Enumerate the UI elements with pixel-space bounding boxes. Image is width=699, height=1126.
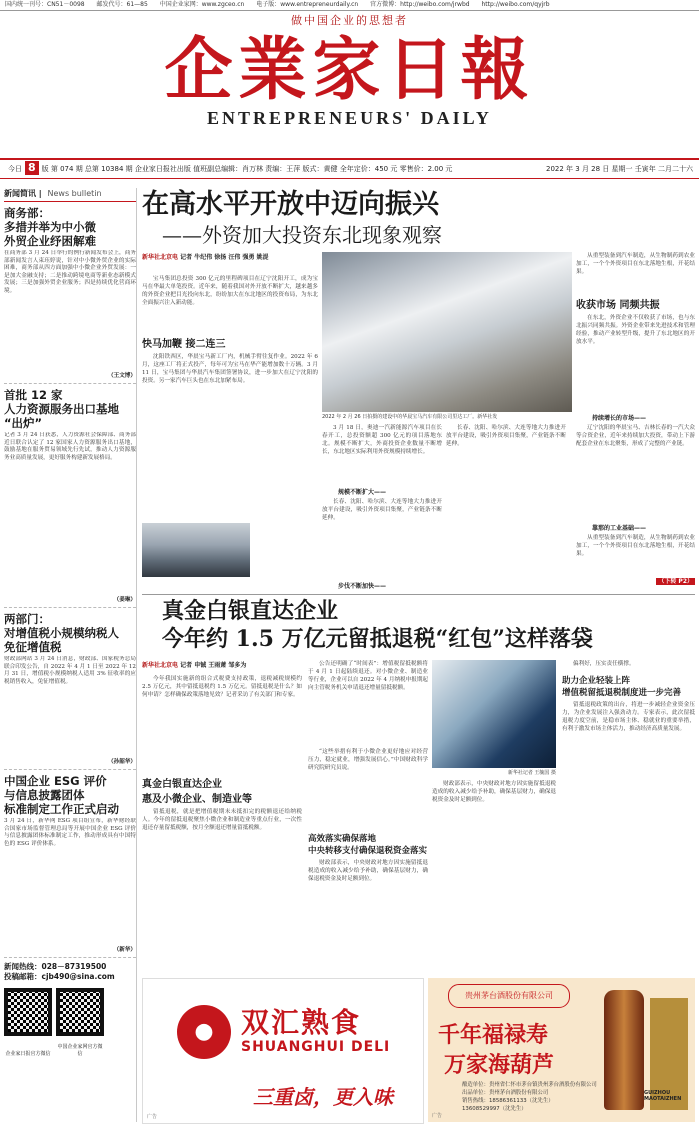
- masthead-slogan: 做中国企业的思想者: [291, 14, 408, 27]
- lead-headline[interactable]: 在高水平开放中迈向振兴: [142, 189, 439, 220]
- qr-caption: 中国企业家网官方微信: [57, 1044, 103, 1057]
- second-subhead-3: 助力企业轻装上阵 增值税留抵退税制度进一步完善: [562, 676, 682, 698]
- second-article-header: [142, 594, 695, 653]
- second-headline-1[interactable]: 真金白银直达企业: [162, 598, 339, 624]
- second-paragraph: 财政部表示，中央财政对地方因实施留抵退税造成的收入减少给予补助，确保基层财力，确保退税资金及时足额到位。: [308, 860, 428, 882]
- ad-brand-cn: 双汇熟食: [241, 1006, 362, 1039]
- pig-logo-icon: ●: [177, 1005, 231, 1059]
- lead-column-3: [576, 252, 695, 585]
- divider: [4, 383, 136, 384]
- second-column-1: [142, 660, 302, 960]
- brief-body: 财政部网站 3 月 24 日消息，财政部、国家税务总局联合印发公告，自 2022 年 4 月 1 日至 2022 年 12 月 31 日，增值税小规模纳税人适用 3% 征收率的应税销售收入，免征增值税。: [4, 656, 136, 685]
- issue-info-bar: [0, 158, 699, 179]
- submission-email[interactable]: 投稿邮箱：cjb490@sina.com: [4, 972, 115, 981]
- qr-captions: [4, 1040, 136, 1059]
- second-paragraph: “这些举措有利于小微企业更好地应对经营压力，稳定就业，增强发展信心。”中国财政科学研究院研究员说。: [308, 749, 428, 771]
- post-code: 邮发代号：61—85: [96, 1, 148, 8]
- second-byline: [142, 660, 302, 669]
- liquor-bottle-icon: [604, 990, 644, 1110]
- issue-details: 版 第 074 期 总第 10384 期 企业家日报社出版 值班副总编辑：肖万林 责编：王萍 版式：黄健 全年定价：450 元 零售价：2.00 元: [41, 165, 453, 173]
- second-subhead-2: 高效落实确保落地 中央转移支付确保退税资金落实: [308, 834, 428, 856]
- byline-agency: 新华社北京电: [142, 254, 179, 261]
- qr-code-icon[interactable]: [4, 988, 52, 1036]
- brief-body: 在商务部 3 月 24 日举行的例行新闻发布会上，商务部新闻发言人束珏婷说，针对中小微外贸企业的实际困难，商务部从四方面加强中小微企业外贸发展：一是加大金融支持；二是推动跨境电商等新业态新模式发展；三是加强外贸企业服务；四是持续优化营商环境。: [4, 250, 136, 294]
- brief-author: （新华）: [113, 947, 136, 953]
- photo-caption: 2022 年 2 月 26 日拍摄的建设中的华晨宝马汽车有限公司里达工厂。新华社发: [322, 414, 498, 420]
- second-paragraph: 今年我国实施新的组合式税费支持政策，退税减税规模约 2.5 万亿元，其中留抵退税约 1.5 万亿元。留抵退税是什么？如何申请？怎样确保政策落地见效？记者采访了有关部门和专家。: [142, 676, 302, 698]
- today-label: 今日: [8, 165, 22, 173]
- factory-aerial-photo[interactable]: [322, 252, 572, 412]
- lead-column-2b: [446, 424, 566, 584]
- divider: [4, 957, 136, 958]
- news-bulletin-column: [4, 188, 137, 1122]
- brief-author: （王文博）: [108, 373, 136, 379]
- factory-worker-photo: [142, 523, 250, 577]
- second-paragraph: 留抵退税，就是把增值税期末未抵扣完的税额退还给纳税人。今年的留抵退税聚焦小微企业和制造业等重点行业，一次性退还存量留抵税额，按月全额退还增量留抵税额。: [142, 809, 302, 831]
- tax-office-photo[interactable]: [432, 660, 556, 768]
- lead-column-1: [142, 252, 318, 513]
- continue-label: （下转 P2）: [658, 578, 693, 585]
- second-paragraph: 公告还明确了“时间表”：增值税留抵税额将于 4 月 1 日起陆续退还。对小微企业、制造业等行业，企业可以自 2022 年 4 月纳税申报期起向主管税务机关申请退还增量留抵税额。: [308, 661, 428, 691]
- maotai-ad[interactable]: [428, 978, 695, 1122]
- weibo-link-2[interactable]: http://weibo.com/qyjrb: [481, 1, 550, 8]
- ad-tag: 广告: [147, 1114, 158, 1120]
- brief-author: （姜琳）: [113, 597, 136, 603]
- lead-paragraph: 3 月 18 日，奥迪一汽新能源汽车项目在长春开工，总投资额超 300 亿元的项目落地东北。规模不断扩大，外商投资企业数量不断增长，东北地区实际利用外资规模持续增长。: [322, 425, 442, 455]
- bulletin-title-en: News bulletin: [47, 189, 102, 198]
- lead-byline: [142, 252, 318, 261]
- byline-agency: 新华社北京电: [142, 662, 179, 669]
- brief-headline: 商务部： 多措并举为中小微 外贸企业纾困解难: [4, 206, 96, 248]
- lead-minihead: 规模不断扩大——: [338, 489, 387, 496]
- brief-body: 记者 3 月 24 日获悉，人力资源社会保障部、商务部近日联合认定了 12 家国家人力资源服务出口基地，鼓励基地在服务贸易领域先行先试，推动人力资源服务业高质量发展，更好服务构建新发展格局。: [4, 432, 136, 461]
- byline-authors: 记者 申铖 王雨萧 邹多为: [180, 662, 247, 669]
- second-column-2: [308, 660, 428, 915]
- issn: 国内统一刊号：CN51－0098: [5, 1, 85, 8]
- lead-paragraph: 长春、沈阳、哈尔滨、大连等地大力推进开放平台建设，吸引外资项目集聚，产业链条不断延伸。: [322, 499, 442, 521]
- weibo-link[interactable]: 官方微博：http://weibo.com/jrwbd: [370, 1, 470, 8]
- qr-caption: 企业家日报官方微信: [5, 1051, 51, 1057]
- continue-link[interactable]: [576, 576, 695, 585]
- issue-date: 2022 年 3 月 28 日 星期一 壬寅年 二月二十六: [546, 165, 693, 173]
- lead-paragraph: 宝马集团总投资 300 亿元的里程碑项目在辽宁沈阳开工，成为宝马在华最大单笔投资。近年来，随着我国对外开放不断扩大，越来越多的外资企业把目光投向东北，纷纷加大在东北地区的投资布局，为东北全面振兴注入新动能。: [142, 276, 318, 306]
- masthead-title: 企業家日報: [164, 30, 535, 110]
- lead-subhead-3: 收获市场 同频共振: [576, 300, 660, 311]
- brief-headline: 两部门： 对增值税小规模纳税人 免征增值税: [4, 612, 119, 654]
- page-number: 8: [25, 161, 39, 175]
- ad-tag: 广告: [432, 1113, 443, 1119]
- divider: [4, 607, 136, 608]
- lead-column-2: [322, 424, 442, 592]
- second-column-2b: [432, 780, 556, 964]
- ad-headline-2: 万家海葫芦: [444, 1053, 555, 1078]
- lead-minihead: 靠那的工业基础——: [592, 525, 647, 532]
- qr-code-icon[interactable]: [56, 988, 104, 1036]
- brief-headline: 中国企业 ESG 评价 与信息披露团体 标准制定工作正式启动: [4, 774, 119, 816]
- lead-paragraph: 辽宁沈阳的华晨宝马、吉林长春的一汽大众等合资企业，近年来持续加大投资，带动上下游配套企业在东北聚集，形成了完整的产业链。: [576, 425, 695, 447]
- ad-contact-info: 酿造单位：贵州省仁怀市茅台镇贵州茅台酒股份有限公司 出品单位：贵州茅台酒股份有限公司 销售热线：18586361133（沈先生） 13608529997（沈先生）: [462, 1082, 597, 1112]
- lead-article: [142, 188, 695, 252]
- shuanghui-ad[interactable]: [142, 978, 424, 1124]
- ad-headline-1: 千年福禄寿: [438, 1023, 549, 1048]
- bulletin-header: 新闻简讯 | News bulletin: [4, 188, 136, 202]
- brief-author: （孙韶华）: [108, 759, 136, 765]
- lead-minihead: 步伐不断加快——: [338, 583, 387, 590]
- brief-item[interactable]: [4, 612, 136, 765]
- photo-caption: 新华社记者 王毓国 摄: [507, 770, 556, 776]
- epaper-link[interactable]: 电子版：www.entrepreneurdaily.cn: [256, 1, 359, 8]
- news-hotline: 新闻热线：028－87319500: [4, 962, 107, 971]
- second-paragraph: 财政部表示，中央财政对地方因实施留抵退税造成的收入减少给予补助，确保基层财力，确保退税资金及时足额到位。: [432, 781, 556, 803]
- brief-body: 3 月 24 日，新华网 ESG 项目组宣布，新华财经联合国家市场监督管理总局等开展中国企业 ESG 评价与信息披露团体标准制定工作，推动形成具有中国特色的 ESG 评价体系。: [4, 818, 136, 847]
- top-info-bar: [0, 0, 699, 11]
- ad-brand-en: SHUANGHUI DELI: [241, 1039, 391, 1055]
- ad-box-text: GUIZHOU MAOTAIZHEN: [644, 1090, 682, 1102]
- lead-paragraph: 从重型装备到汽车制造，从生物制药到农业加工，一个个外资项目在东北落地生根，开花结果。: [576, 253, 695, 275]
- lead-paragraph: 从重型装备到汽车制造，从生物制药到农业加工，一个个外资项目在东北落地生根，开花结果。: [576, 535, 695, 557]
- brief-item[interactable]: [4, 388, 136, 603]
- divider: [4, 769, 136, 770]
- brief-item[interactable]: [4, 206, 136, 379]
- qr-code-row: [4, 988, 136, 1040]
- lead-subheadline: ——外资加大投资东北现象观察: [162, 223, 442, 247]
- second-paragraph: 留抵退税政策的出台，将进一步减轻企业资金压力，为企业发展注入强劲动力。专家表示，此次留抵退税力度空前，是稳市场主体、稳就业的重要举措，有利于激发市场主体活力，推动经济高质量发展。: [562, 702, 695, 732]
- ad-slogan: 三重卤，更入味: [253, 1085, 393, 1109]
- second-paragraph: 偏利好，压实责任横撑。: [573, 661, 635, 667]
- second-headline-2[interactable]: 今年约 1.5 万亿元留抵退税“红包”这样落袋: [162, 626, 593, 652]
- lead-subhead-1: 快马加鞭 接二连三: [142, 339, 226, 350]
- lead-paragraph: 长春、沈阳、哈尔滨、大连等地大力推进开放平台建设，吸引外资项目集聚，产业链条不断延伸。: [446, 425, 566, 447]
- ad-company-badge: 贵州茅台酒股份有限公司: [448, 984, 570, 1008]
- lead-paragraph: 沈阳铁西区，华晨宝马新工厂内，机械手臂往复作业。2022 年 6 月，这座工厂将正式投产，每年可为宝马在华产能增加数十万辆。3 月 11 日，宝马集团与华晨汽车集团签署协议，进一步加大在辽宁沈阳的投资。另一家汽车巨头也在东北加紧布局。: [142, 354, 318, 384]
- brief-item[interactable]: [4, 774, 136, 953]
- second-column-3: [562, 660, 695, 951]
- brief-headline: 首批 12 家 人力资源服务出口基地 “出炉”: [4, 388, 119, 430]
- masthead-english: ENTREPRENEURS' DAILY: [207, 108, 492, 128]
- bulletin-title: 新闻简讯: [4, 189, 36, 198]
- lead-paragraph: 在东北，外资企业不仅收获了市场，也与东北振兴同频共振。外资企业带来先进技术和管理经验，推动产业转型升级，提升了东北地区的开放水平。: [576, 315, 695, 345]
- lead-minihead: 持续增长的市场——: [592, 415, 647, 422]
- second-subhead-1: 真金白银直达企业 惠及小微企业、制造业等: [142, 779, 252, 805]
- byline-authors: 记者 牛纪伟 徐扬 汪伟 强勇 姚湜: [180, 254, 269, 261]
- website-link[interactable]: 中国企业家网：www.zgceo.cn: [159, 1, 245, 8]
